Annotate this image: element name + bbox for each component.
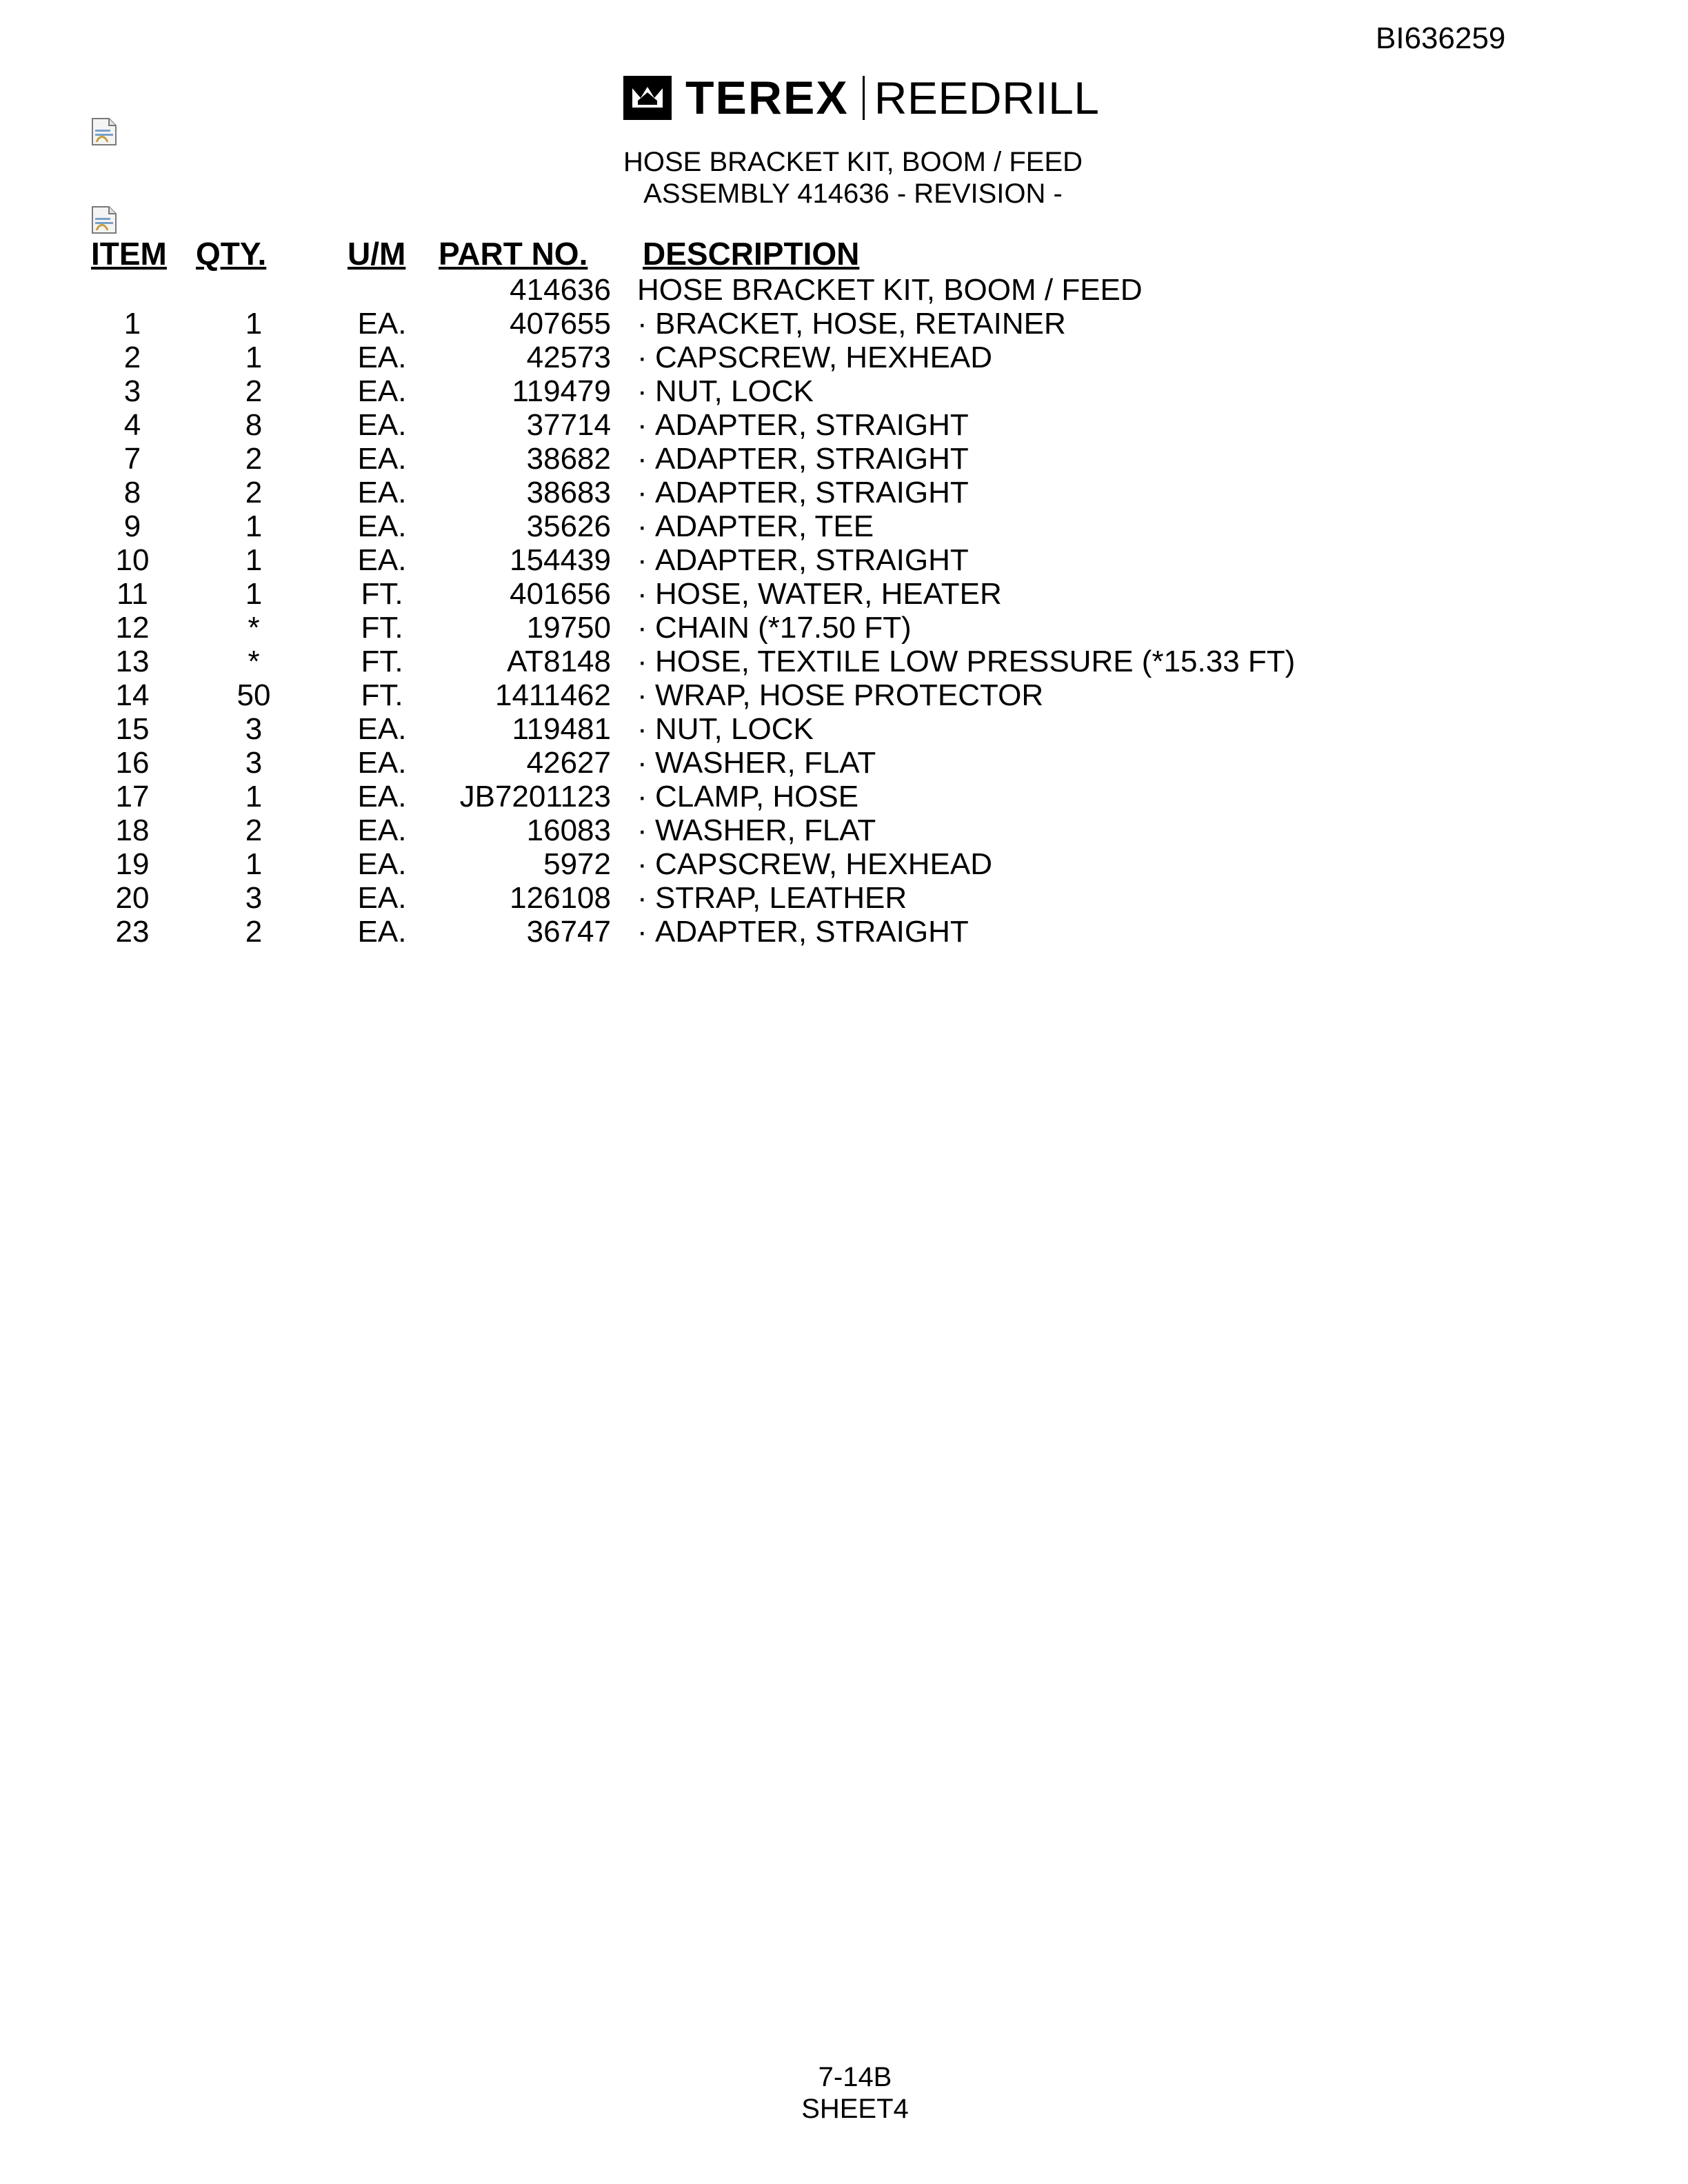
title-line-1: HOSE BRACKET KIT, BOOM / FEED	[623, 147, 1083, 177]
cell-item: 12	[115, 611, 150, 645]
terex-reedrill-logo	[623, 72, 1100, 124]
cell-um: EA.	[357, 813, 407, 847]
indent-bullet: ·	[637, 780, 647, 813]
cell-um: EA.	[357, 847, 407, 881]
cell-qty: 2	[245, 915, 263, 949]
table-row	[91, 543, 1295, 577]
description-text: ADAPTER, TEE	[655, 509, 874, 543]
table-row	[91, 712, 1295, 746]
cell-qty: 1	[245, 509, 263, 543]
description-text: CAPSCREW, HEXHEAD	[655, 341, 992, 374]
description-text: HOSE, WATER, HEATER	[655, 577, 1002, 611]
cell-item: 17	[115, 780, 150, 813]
cell-part-no: 37714	[526, 408, 611, 442]
cell-part-no: 42573	[526, 341, 611, 374]
description-text: NUT, LOCK	[655, 374, 814, 408]
cell-item: 19	[115, 847, 150, 881]
header-part-no: PART NO.	[439, 236, 588, 272]
indent-bullet: ·	[637, 611, 647, 645]
header-description: DESCRIPTION	[643, 236, 860, 272]
cell-part-no: 401656	[510, 577, 611, 611]
cell-qty: 1	[245, 577, 263, 611]
assembly-row	[91, 273, 1295, 307]
cell-item: 8	[123, 476, 141, 509]
cell-um: EA.	[357, 307, 407, 341]
cell-description	[637, 678, 1295, 712]
cell-um: FT.	[361, 645, 403, 678]
cell-um	[334, 273, 430, 307]
cell-item: 15	[115, 712, 150, 746]
cell-qty: 3	[245, 881, 263, 915]
cell-part-no: 5972	[543, 847, 611, 881]
cell-item: 20	[115, 881, 150, 915]
description-text: STRAP, LEATHER	[655, 881, 907, 915]
document-title	[483, 146, 1223, 210]
table-row	[91, 780, 1295, 813]
description-text: CAPSCREW, HEXHEAD	[655, 847, 992, 881]
cell-item: 9	[123, 509, 141, 543]
cell-qty: 1	[245, 847, 263, 881]
cell-qty: 2	[245, 476, 263, 509]
logo-product-line-text: REEDRILL	[874, 72, 1100, 123]
cell-qty	[174, 273, 334, 307]
logo-brand-text: TEREX	[685, 72, 849, 124]
page-number: 7-14B	[818, 2062, 892, 2092]
title-line-2: ASSEMBLY 414636 - REVISION -	[643, 179, 1063, 209]
indent-bullet: ·	[637, 847, 647, 881]
indent-bullet: ·	[637, 915, 647, 949]
cell-um: EA.	[357, 476, 407, 509]
cell-qty: 50	[237, 678, 271, 712]
cell-item: 23	[115, 915, 150, 949]
cell-qty: 2	[245, 442, 263, 476]
cell-item: 11	[117, 577, 148, 611]
description-text: ADAPTER, STRAIGHT	[655, 476, 969, 509]
indent-bullet: ·	[637, 881, 647, 915]
cell-qty: 1	[245, 341, 263, 374]
cell-um: FT.	[361, 577, 403, 611]
indent-bullet: ·	[637, 476, 647, 509]
cell-description	[637, 408, 1295, 442]
indent-bullet: ·	[637, 374, 647, 408]
cell-item: 13	[115, 645, 150, 678]
cell-qty: 3	[245, 746, 263, 780]
cell-description	[637, 509, 1295, 543]
cell-item: 14	[115, 678, 150, 712]
description-text: ADAPTER, STRAIGHT	[655, 543, 969, 577]
description-text: BRACKET, HOSE, RETAINER	[655, 307, 1066, 341]
table-row	[91, 611, 1295, 645]
cell-part-no: 35626	[526, 509, 611, 543]
cell-part-no: JB7201123	[459, 780, 611, 813]
cell-qty: 2	[245, 374, 263, 408]
cell-part-no: 407655	[510, 307, 611, 341]
cell-description	[637, 611, 1295, 645]
description-text: ADAPTER, STRAIGHT	[655, 442, 969, 476]
table-row	[91, 678, 1295, 712]
cell-description	[637, 712, 1295, 746]
table-row	[91, 476, 1295, 509]
header-item: ITEM	[91, 236, 167, 272]
cell-qty: 2	[245, 813, 263, 847]
cell-description	[637, 341, 1295, 374]
cell-um: EA.	[357, 915, 407, 949]
parts-list-table	[91, 234, 1295, 949]
table-row	[91, 408, 1295, 442]
description-text: WRAP, HOSE PROTECTOR	[655, 678, 1044, 712]
cell-description	[637, 847, 1295, 881]
cell-qty: 1	[245, 307, 263, 341]
indent-bullet: ·	[637, 678, 647, 712]
table-row	[91, 881, 1295, 915]
cell-item: 4	[123, 408, 141, 442]
table-row	[91, 374, 1295, 408]
indent-bullet: ·	[637, 307, 647, 341]
cell-part-no: 119479	[512, 374, 611, 408]
cell-description	[637, 543, 1295, 577]
cell-item: 2	[123, 341, 141, 374]
description-text: WASHER, FLAT	[655, 746, 876, 780]
table-row	[91, 442, 1295, 476]
cell-description	[637, 780, 1295, 813]
cell-item: 3	[123, 374, 141, 408]
cell-qty: *	[248, 611, 260, 645]
table-row	[91, 645, 1295, 678]
cell-part-no: 42627	[526, 746, 611, 780]
cell-um: EA.	[357, 881, 407, 915]
cell-qty: *	[248, 645, 260, 678]
description-text: WASHER, FLAT	[655, 813, 876, 847]
cell-description	[637, 476, 1295, 509]
header-qty: QTY.	[196, 236, 267, 272]
description-text: ADAPTER, STRAIGHT	[655, 408, 969, 442]
cell-description	[637, 307, 1295, 341]
table-row	[91, 577, 1295, 611]
cell-description	[637, 645, 1295, 678]
cell-qty: 3	[245, 712, 263, 746]
table-row	[91, 847, 1295, 881]
cell-description	[637, 881, 1295, 915]
table-row	[91, 509, 1295, 543]
document-id: BI636259	[1376, 21, 1506, 55]
cell-qty: 8	[245, 408, 263, 442]
table-header-row	[91, 234, 1295, 273]
cell-part-no: 16083	[526, 813, 611, 847]
cell-item: 16	[115, 746, 150, 780]
cell-um: FT.	[361, 611, 403, 645]
table-row	[91, 307, 1295, 341]
cell-um: EA.	[357, 543, 407, 577]
indent-bullet: ·	[637, 645, 647, 678]
indent-bullet: ·	[637, 442, 647, 476]
cell-qty: 1	[245, 780, 263, 813]
cell-description	[637, 577, 1295, 611]
indent-bullet: ·	[637, 746, 647, 780]
cell-part-no: 126108	[510, 881, 611, 915]
indent-bullet: ·	[637, 813, 647, 847]
sheet-number: SHEET4	[801, 2094, 909, 2124]
embedded-document-icon[interactable]	[91, 117, 117, 146]
table-row	[91, 813, 1295, 847]
cell-description	[637, 746, 1295, 780]
table-row	[91, 341, 1295, 374]
indent-bullet: ·	[637, 408, 647, 442]
cell-um: EA.	[357, 442, 407, 476]
cell-part-no: AT8148	[507, 645, 611, 678]
cell-um: EA.	[357, 712, 407, 746]
cell-part-no: 119481	[512, 712, 611, 746]
cell-description	[637, 915, 1295, 949]
indent-bullet: ·	[637, 577, 647, 611]
cell-description	[637, 442, 1295, 476]
cell-description	[637, 813, 1295, 847]
cell-description: HOSE BRACKET KIT, BOOM / FEED	[637, 273, 1143, 307]
header-um: U/M	[348, 236, 406, 272]
indent-bullet: ·	[637, 509, 647, 543]
cell-um: EA.	[357, 509, 407, 543]
cell-part-no: 38682	[526, 442, 611, 476]
description-text: ADAPTER, STRAIGHT	[655, 915, 969, 949]
cell-um: EA.	[357, 341, 407, 374]
cell-qty: 1	[245, 543, 263, 577]
cell-um: EA.	[357, 746, 407, 780]
cell-part-no: 1411462	[494, 678, 611, 712]
description-text: NUT, LOCK	[655, 712, 814, 746]
cell-item: 1	[123, 307, 141, 341]
cell-item: 18	[115, 813, 150, 847]
cell-um: EA.	[357, 780, 407, 813]
table-row	[91, 915, 1295, 949]
logo-divider	[863, 76, 865, 120]
terex-crown-logo-icon	[623, 76, 672, 120]
indent-bullet: ·	[637, 543, 647, 577]
indent-bullet: ·	[637, 341, 647, 374]
table-row	[91, 746, 1295, 780]
cell-part-no: 414636	[510, 273, 611, 307]
indent-bullet: ·	[637, 712, 647, 746]
cell-item: 7	[123, 442, 141, 476]
cell-item: 10	[115, 543, 150, 577]
cell-part-no: 154439	[510, 543, 611, 577]
cell-part-no: 38683	[526, 476, 611, 509]
embedded-document-icon[interactable]	[91, 205, 117, 234]
cell-um: EA.	[357, 408, 407, 442]
cell-um: EA.	[357, 374, 407, 408]
cell-description	[637, 374, 1295, 408]
description-text: HOSE, TEXTILE LOW PRESSURE (*15.33 FT)	[655, 645, 1296, 678]
cell-item	[91, 273, 174, 307]
page-footer	[758, 2061, 952, 2125]
cell-part-no: 19750	[526, 611, 611, 645]
cell-um: FT.	[361, 678, 403, 712]
description-text: CLAMP, HOSE	[655, 780, 859, 813]
description-text: CHAIN (*17.50 FT)	[655, 611, 912, 645]
cell-part-no: 36747	[526, 915, 611, 949]
